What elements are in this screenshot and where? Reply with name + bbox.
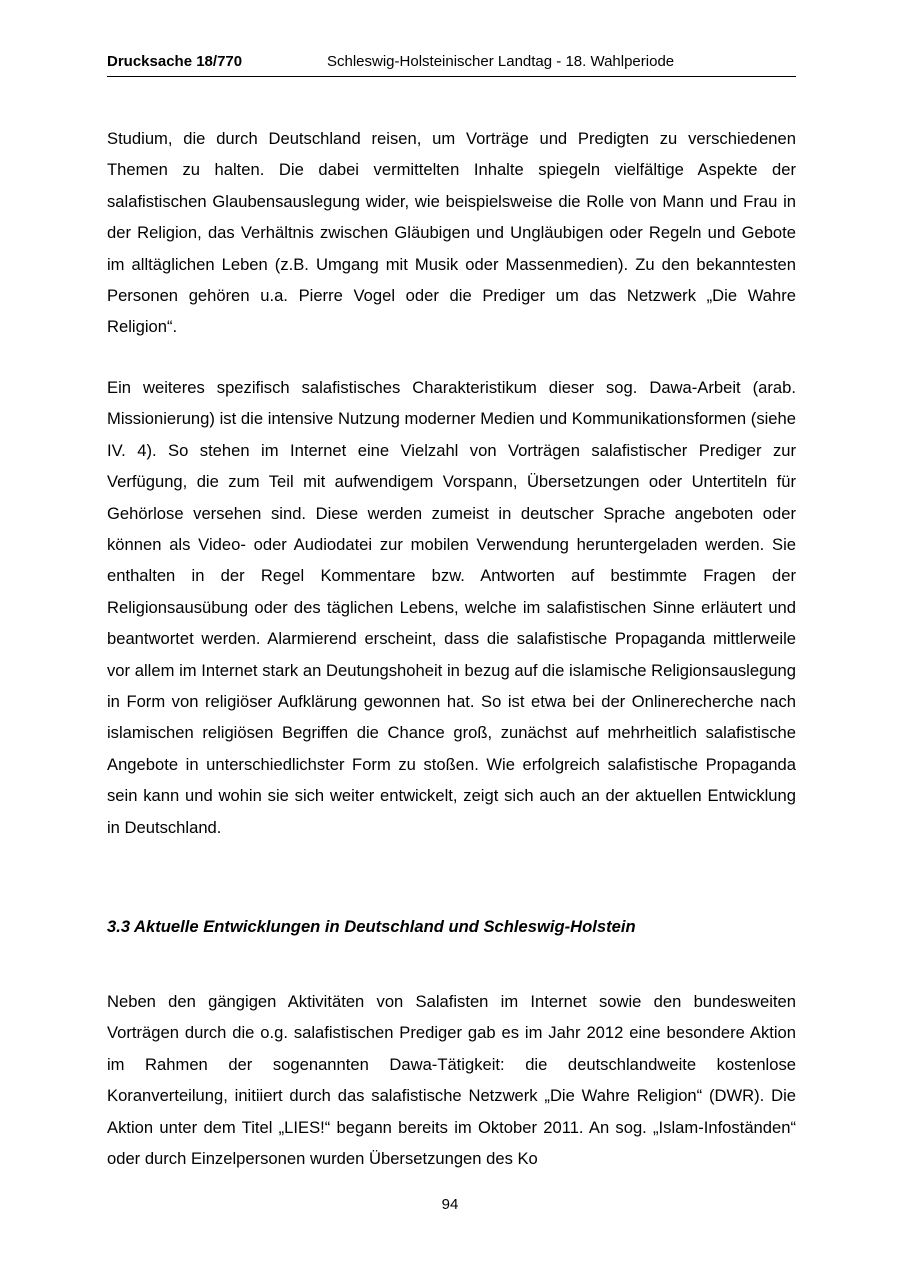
document-number: Drucksache 18/770 [107, 53, 243, 70]
paragraph-2: Ein weiteres spezifisch salafistisches Charakteristikum dieser sog. Dawa-Arbeit (arab. Missionierung) ist die intensive Nutzung moderner Medien und Kommunikationsformen (siehe IV. 4). So stehen im Internet eine Vielzahl von Vorträgen salafistischer Prediger zur Verfügung, die zum Teil mit aufwendigem Vorspann, Übersetzungen oder Untertiteln für Gehörlose versehen sind. Diese werden zumeist in deutscher Sprache angeboten oder können als Video- oder Audiodatei zur mobilen Verwendung heruntergeladen werden. Sie enthalten in der Regel Kommentare bzw. Antworten auf bestimmte Fragen der Religionsausübung oder des täglichen Lebens, welche im salafistischen Sinne erläutert und beantwortet werden. Alarmierend erscheint, dass die salafistische Propaganda mittlerweile vor allem im Internet stark an Deutungshoheit in bezug auf die islamische Religionsauslegung in Form von religiöser Aufklärung gewonnen hat. So ist etwa bei der Onlinerecherche nach islamischen religiösen Begriffen die Chance groß, zunächst auf mehrheitlich salafistische Angebote in unterschiedlichster Form zu stoßen. Wie erfolgreich salafistische Propaganda sein kann und wohin sie sich weiter entwickelt, zeigt sich auch an der aktuellen Entwicklung in Deutschland. [107, 378, 796, 837]
parliament-title: Schleswig-Holsteinischer Landtag - 18. Wahlperiode [327, 53, 675, 70]
page-number: 94 [441, 1196, 459, 1213]
page-header [107, 52, 796, 77]
section-heading: 3.3 Aktuelle Entwicklungen in Deutschland und Schleswig-Holstein [107, 917, 636, 936]
paragraph-1: Studium, die durch Deutschland reisen, um Vorträge und Predigten zu verschiedenen Themen zu halten. Die dabei vermittelten Inhalte spiegeln vielfältige Aspekte der salafistischen Glaubensauslegung wider, wie beispielsweise die Rolle von Mann und Frau in der Religion, das Verhältnis zwischen Gläubigen und Ungläubigen oder Regeln und Gebote im alltäglichen Leben (z.B. Umgang mit Musik oder Massenmedien). Zu den bekanntesten Personen gehören u.a. Pierre Vogel oder die Prediger um das Netzwerk „Die Wahre Religion“. [107, 129, 796, 337]
paragraph-3: Neben den gängigen Aktivitäten von Salafisten im Internet sowie den bundesweiten Vorträgen durch die o.g. salafistischen Prediger gab es im Jahr 2012 eine besondere Aktion im Rahmen der sogenannten Dawa-Tätigkeit: die deutschlandweite kostenlose Koranverteilung, initiiert durch das salafistische Netzwerk „Die Wahre Religion“ (DWR). Die Aktion unter dem Titel „LIES!“ begann bereits im Oktober 2011. An sog. „Islam-Infoständen“ oder durch Einzelpersonen wurden Übersetzungen des Ko [107, 992, 796, 1169]
